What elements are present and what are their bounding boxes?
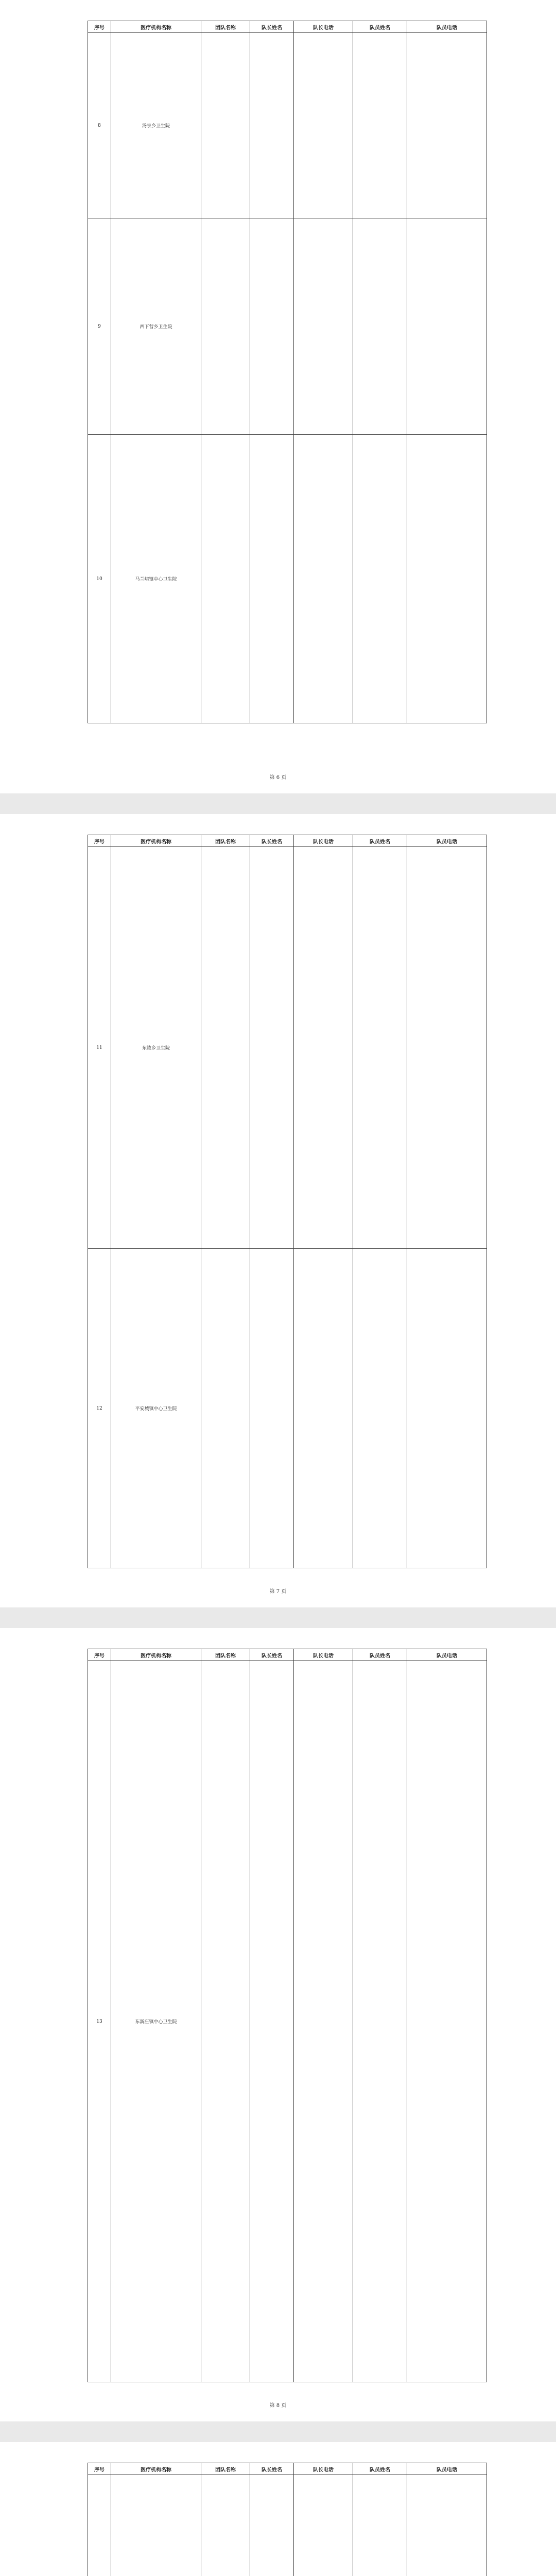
institution-cell [111,2475,201,2576]
leader-phone-cell [294,435,353,723]
table-row [88,33,487,218]
col-member: 队员姓名 [353,835,407,847]
institution-cell: 平安城镇中心卫生院 [111,1249,201,1568]
col-leader: 队长姓名 [250,835,294,847]
col-member-phone: 队员电话 [407,1649,487,1661]
col-member: 队员姓名 [353,21,407,33]
member-phone-cell [407,847,487,1249]
leader-phone-cell [294,218,353,435]
seq-cell: 9 [88,218,111,435]
team-cell [201,218,250,435]
member-cell [353,847,407,1249]
member-cell [353,218,407,435]
doctor-team-table [88,835,487,1568]
team-cell [201,1249,250,1568]
table-row [88,2475,487,2576]
member-phone-cell [407,218,487,435]
leader-phone-cell [294,1249,353,1568]
table-row [88,218,487,435]
col-team: 团队名称 [201,21,250,33]
table-header-row [88,835,487,847]
member-phone-cell [407,2475,487,2576]
col-member-phone: 队员电话 [407,2463,487,2475]
leader-cell [250,435,294,723]
table-sheet [88,21,468,723]
table-row [88,1661,487,2382]
table-sheet [88,835,468,1568]
document-page [0,1628,556,2421]
col-leader-phone: 队长电话 [294,21,353,33]
member-phone-cell [407,435,487,723]
leader-cell [250,847,294,1249]
col-member-phone: 队员电话 [407,835,487,847]
team-cell [201,435,250,723]
member-cell [353,33,407,218]
page-number: 第 7 页 [269,1589,287,1595]
leader-cell [250,218,294,435]
institution-cell: 汤泉乡卫生院 [111,33,201,218]
institution-cell: 东新庄镇中心卫生院 [111,1661,201,2382]
member-phone-cell [407,1249,487,1568]
seq-cell: 10 [88,435,111,723]
seq-cell [88,2475,111,2576]
col-team: 团队名称 [201,2463,250,2475]
seq-cell: 8 [88,33,111,218]
member-cell [353,435,407,723]
leader-cell [250,2475,294,2576]
seq-cell: 12 [88,1249,111,1568]
table-header-row [88,1649,487,1661]
team-cell [201,33,250,218]
table-sheet [88,1649,468,2382]
page-number: 第 6 页 [269,775,287,781]
leader-cell [250,1661,294,2382]
document-page [0,0,556,793]
member-cell [353,1249,407,1568]
table-row [88,435,487,723]
col-seq: 序号 [88,2463,111,2475]
table-row [88,847,487,1249]
col-leader-phone: 队长电话 [294,2463,353,2475]
leader-cell [250,33,294,218]
col-leader-phone: 队长电话 [294,1649,353,1661]
col-leader: 队长姓名 [250,1649,294,1661]
leader-phone-cell [294,33,353,218]
seq-cell: 11 [88,847,111,1249]
doctor-team-table [88,2463,487,2576]
leader-phone-cell [294,2475,353,2576]
institution-cell: 东陵乡卫生院 [111,847,201,1249]
col-institution: 医疗机构名称 [111,835,201,847]
doctor-team-table [88,1649,487,2382]
seq-cell: 13 [88,1661,111,2382]
col-member-phone: 队员电话 [407,21,487,33]
col-team: 团队名称 [201,1649,250,1661]
member-phone-cell [407,1661,487,2382]
table-header-row [88,21,487,33]
leader-cell [250,1249,294,1568]
col-institution: 医疗机构名称 [111,2463,201,2475]
team-cell [201,2475,250,2576]
member-cell [353,1661,407,2382]
member-cell [353,2475,407,2576]
document-page [0,814,556,1607]
col-leader: 队长姓名 [250,21,294,33]
document-page [0,2442,556,2576]
col-member: 队员姓名 [353,1649,407,1661]
col-seq: 序号 [88,21,111,33]
leader-phone-cell [294,847,353,1249]
col-leader: 队长姓名 [250,2463,294,2475]
col-leader-phone: 队长电话 [294,835,353,847]
institution-cell: 马兰峪镇中心卫生院 [111,435,201,723]
table-sheet [88,2463,468,2576]
leader-phone-cell [294,1661,353,2382]
team-cell [201,847,250,1249]
col-seq: 序号 [88,835,111,847]
page-number: 第 8 页 [269,2403,287,2409]
doctor-team-table [88,21,487,723]
table-row [88,1249,487,1568]
col-seq: 序号 [88,1649,111,1661]
member-phone-cell [407,33,487,218]
col-institution: 医疗机构名称 [111,21,201,33]
institution-cell: 西下营乡卫生院 [111,218,201,435]
col-institution: 医疗机构名称 [111,1649,201,1661]
col-member: 队员姓名 [353,2463,407,2475]
team-cell [201,1661,250,2382]
col-team: 团队名称 [201,835,250,847]
table-header-row [88,2463,487,2475]
